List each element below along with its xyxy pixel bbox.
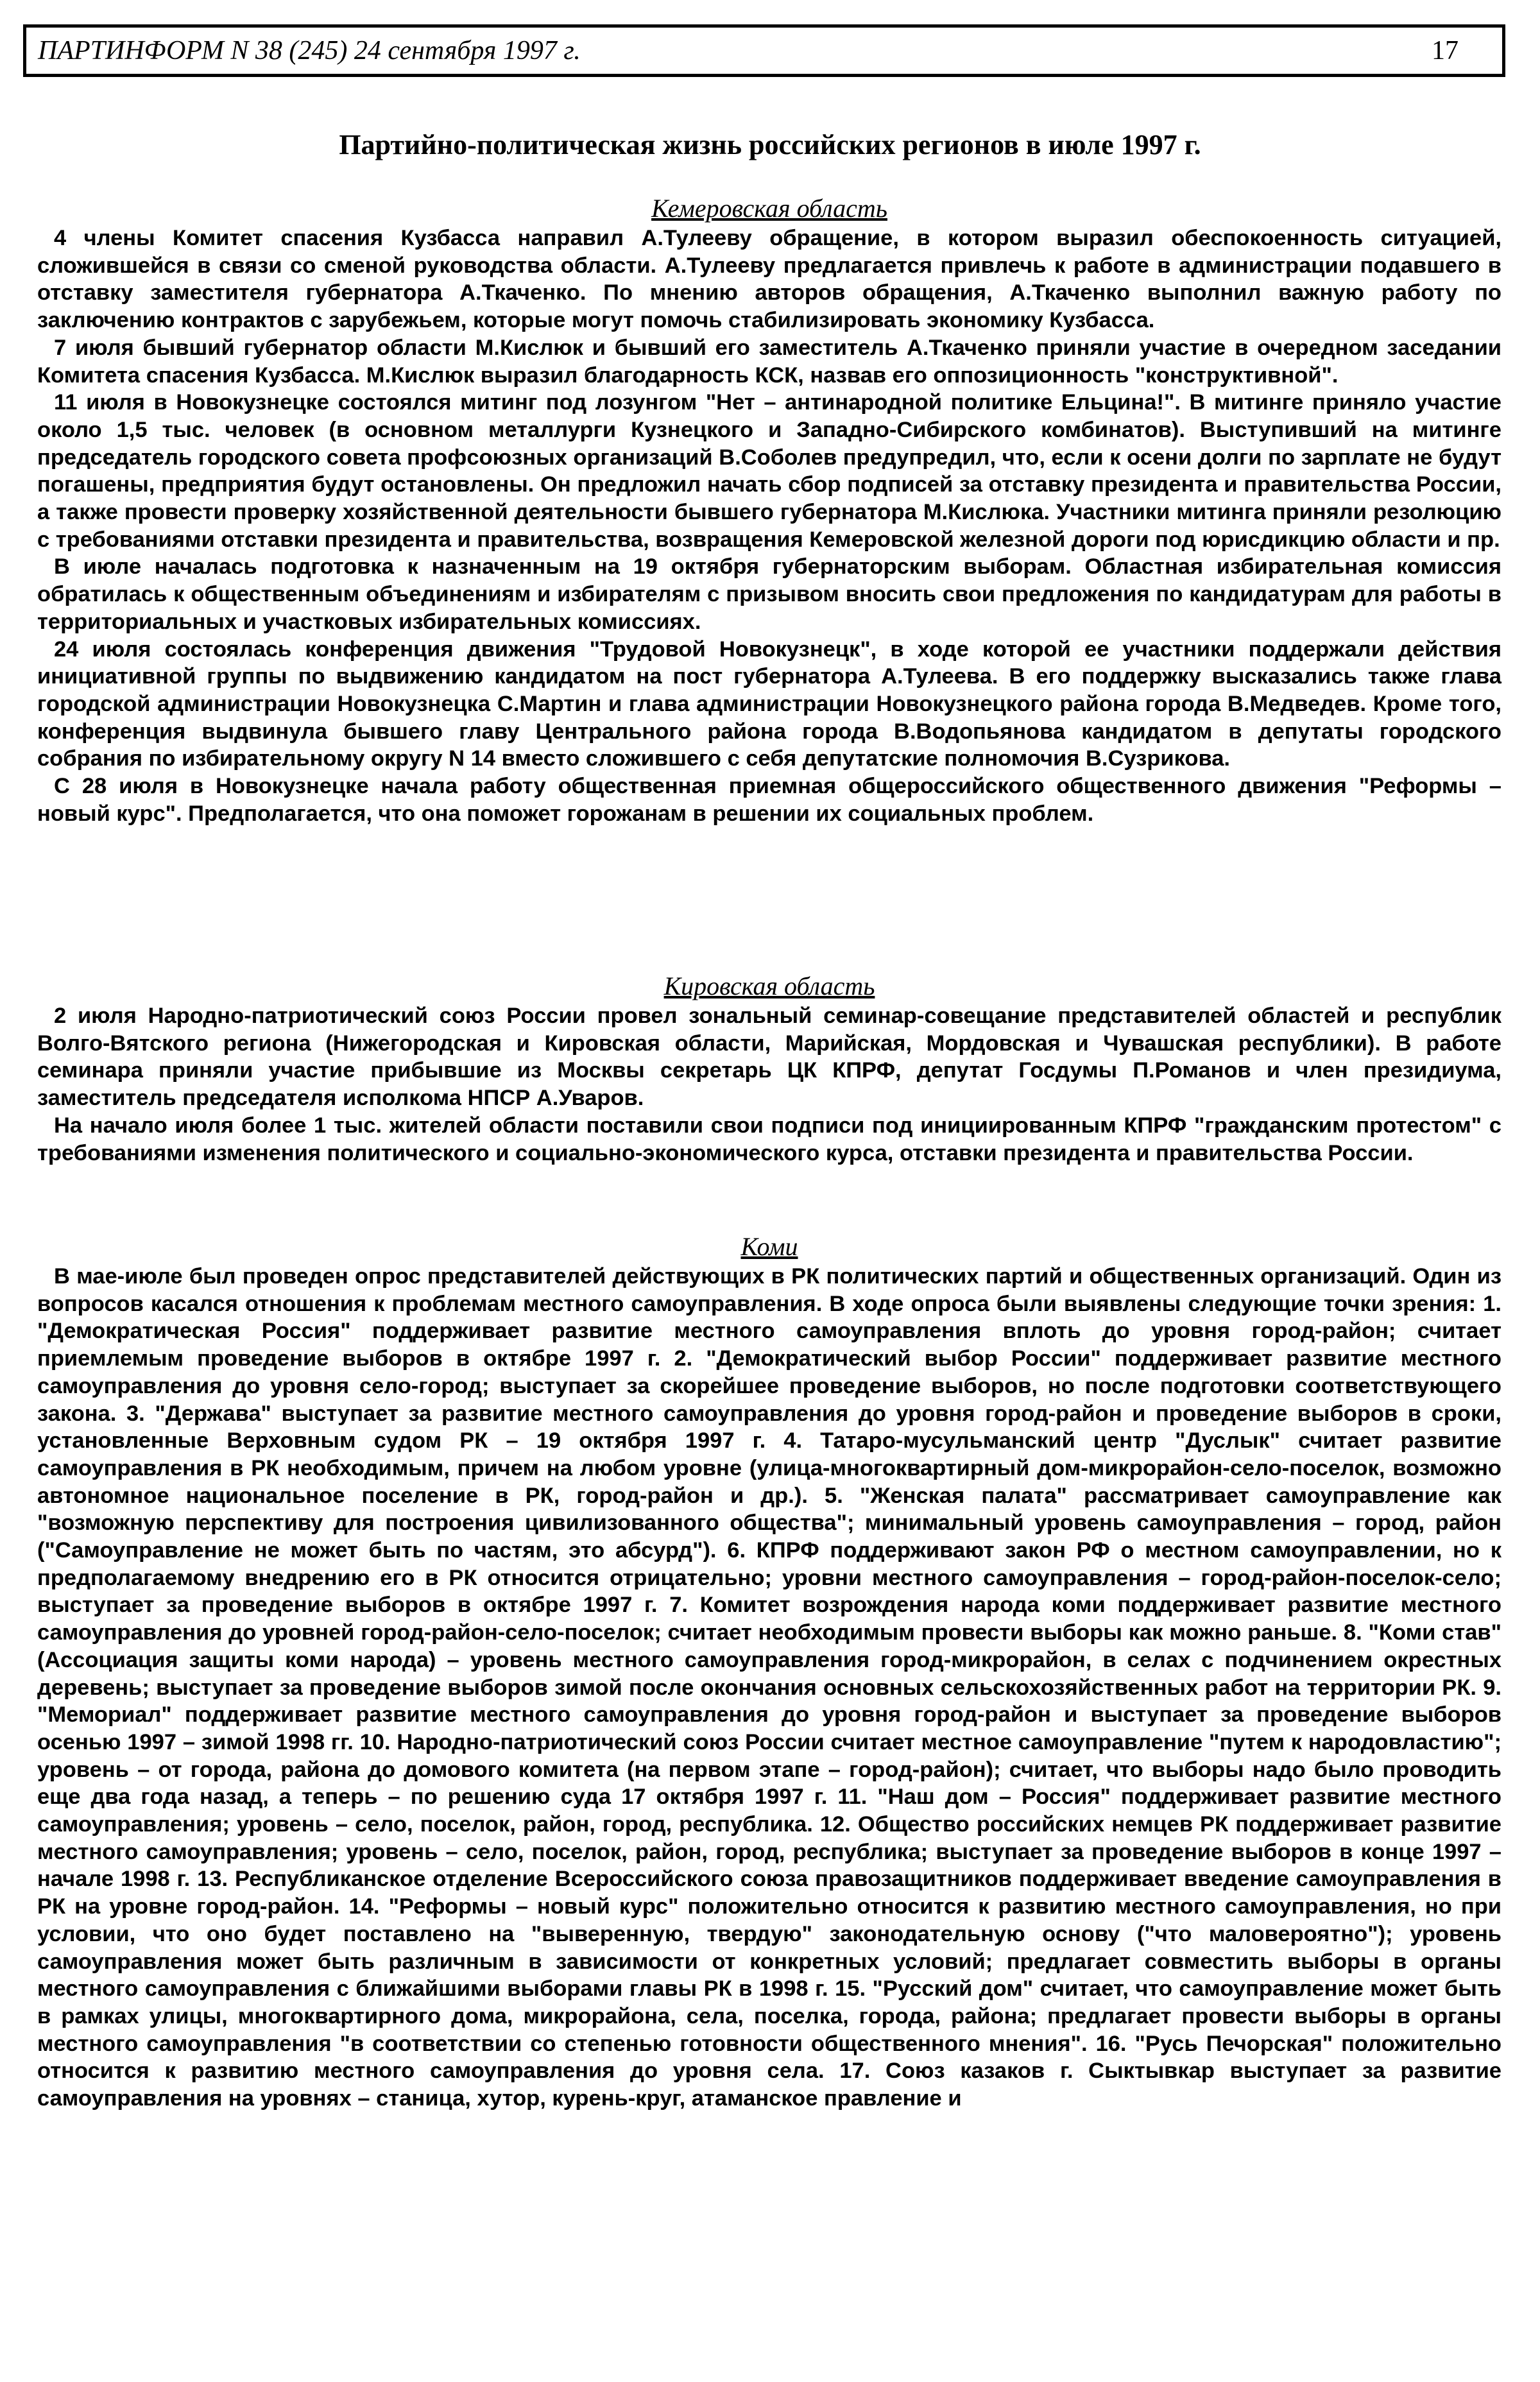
section-kirov [37,970,1502,1167]
page-header [23,24,1505,77]
paragraph: С 28 июля в Новокузнецке начала работу общественная приемная общероссийского общественного движения "Реформы – новый курс". Предполагается, что она поможет горожанам в решении их социальных проблем. [37,774,1502,826]
paragraph: В июле началась подготовка к назначенным на 19 октября губернаторским выборам. Областная избирательная комиссия обратилась к общественным объединениям и избирателям с призывом вносить свои предложения по кандидатурам для работы в территориальных и участковых избирательных комиссиях. [37,554,1502,634]
paragraph: 24 июля состоялась конференция движения "Трудовой Новокузнецк", в ходе которой ее участники поддержали действия инициативной группы по выдвижению кандидатом на пост губернатора А.Тулеева. В его поддержку высказались также глава городской администрации Новокузнецка С.Мартин и глава администрации Новокузнецкого района города В.Медведев. Кроме того, конференция выдвинула бывшего главу Центрального района города В.Водопьянова кандидатом в депутаты городского собрания по избирательному округу N 14 вместо сложившего с себя депутатские полномочия В.Сузрикова. [37,637,1502,771]
section-heading: Кировская область [663,972,875,1000]
section-heading: Коми [740,1232,798,1261]
paragraph: 11 июля в Новокузнецке состоялся митинг под лозунгом "Нет – антинародной политике Ельцина!". В митинге приняло участие около 1,5 тыс. человек (в основном металлурги Кузнецкого и Западно-Сибирского комбинатов). Выступивший на митинге председатель городского совета профсоюзных организаций В.Соболев предупредил, что, если к осени долги по зарплате не будут погашены, предприятия будут остановлены. Он предложил начать сбор подписей за отставку президента и правительства России, а также провести проверку хозяйственной деятельности бывшего губернатора М.Кислюка. Участники митинга приняли резолюцию с требованиями отставки президента и правительства, возвращения Кемеровской железной дороги под юрисдикцию области и пр. [37,390,1502,552]
paragraph: 7 июля бывший губернатор области М.Кислюк и бывший его заместитель А.Ткаченко приняли участие в очередном заседании Комитета спасения Кузбасса. М.Кислюк выразил благодарность КСК, назвав его оппозиционность "конструктивной". [37,335,1502,388]
section-heading: Кемеровская область [651,194,887,223]
paragraph: 2 июля Народно-патриотический союз России провел зональный семинар-совещание представителей областей и республик Волго-Вятского региона (Нижегородская и Кировская области, Марийская, Мордовская и Чувашская республики). В работе семинара приняли участие прибывшие из Москвы секретарь ЦК КПРФ, депутат Госдумы П.Романов и член президиума, заместитель председателя исполкома НПСР А.Уваров. [37,1004,1502,1111]
section-komi [37,1231,1502,2112]
publication-info: ПАРТИНФОРМ N 38 (245) 24 сентября 1997 г. [38,36,581,65]
paragraph: 4 члены Комитет спасения Кузбасса направил А.Тулееву обращение, в котором выразил обеспокоенность ситуацией, сложившейся в связи со сменой руководства области. А.Тулееву предлагается привлечь к работе в администрации подавшего в отставку заместителя губернатора А.Ткаченко. По мнению авторов обращения, А.Ткаченко выполнил важную работу по заключению контрактов с зарубежьем, которые могут помочь стабилизировать экономику Кузбасса. [37,226,1502,333]
page-title: Партийно-политическая жизнь российских регионов в июле 1997 г. [339,129,1201,160]
section-kemerovo [37,193,1502,827]
paragraph: В мае-июле был проведен опрос представителей действующих в РК политических партий и общественных организаций. Один из вопросов касался отношения к проблемам местного самоуправления. В ходе опроса были выявлены следующие точки зрения: 1. "Демократическая Россия" поддерживает развитие местного самоуправления вплоть до уровня город-район; считает приемлемым проведение выборов в октябре 1997 г. 2. "Демократический выбор России" поддерживает развитие местного самоуправления до уровня село-город; выступает за скорейшее проведение выборов, но после подготовки соответствующего закона. 3. "Держава" выступает за развитие местного самоуправления до уровня город-район и проведение выборов в сроки, установленные Верховным судом РК – 19 октября 1997 г. 4. Татаро-мусульманский центр "Дуслык" считает развитие самоуправления в РК необходимым, причем на любом уровне (улица-многоквартирный дом-микрорайон-село-поселок, возможно автономное национальное поселение в РК, город-район и др.). 5. "Женская палата" рассматривает самоуправление как "возможную перспективу для построения цивилизованного общества"; минимальный уровень самоуправления – город, район ("Самоуправление не может быть по частям, это абсурд"). 6. КПРФ поддерживают закон РФ о местном самоуправлении, но к предполагаемому внедрению его в РК относится отрицательно; уровни местного самоуправления – город-район-поселок-село; выступает за проведение выборов в октябре 1997 г. 7. Комитет возрождения народа коми поддерживает развитие местного самоуправления до уровней город-район-село-поселок; считает необходимым провести выборы как можно раньше. 8. "Коми став" (Ассоциация защиты коми народа) – уровень местного самоуправления город-микрорайон, в селах с подчинением окрестных деревень; выступает за проведение выборов зимой после окончания основных сельскохозяйственных работ на территории РК. 9. "Мемориал" поддерживает развитие местного самоуправления до уровня город-район и выступает за проведение выборов осенью 1997 – зимой 1998 гг. 10. Народно-патриотический союз России считает местное самоуправление "путем к народовластию"; уровень – от города, района до домового комитета (на первом этапе – город-район); считает, что выборы надо было проводить еще два года назад, а теперь – по решению суда 17 октября 1997 г. 11. "Наш дом – Россия" поддерживает развитие местного самоуправления; уровень – село, поселок, район, город, республика. 12. Общество российских немцев РК поддерживает развитие местного самоуправления; уровень – село, поселок, район, город, республика; выступает за проведение выборов в конце 1997 – начале 1998 г. 13. Республиканское отделение Всероссийского союза правозащитников поддерживает введение самоуправления в РК на уровне город-район. 14. "Реформы – новый курс" положительно относится к развитию местного самоуправления, но при условии, что оно будет поставлено на "выверенную, твердую" законодательную основу ("что маловероятно"); уровень самоуправления может быть различным в зависимости от конкретных условий; предлагает совместить выборы в органы местного самоуправления с ближайшими выборами главы РК в 1998 г. 15. "Русский дом" считает, что самоуправление может быть в рамках улицы, многоквартирного дома, микрорайона, села, поселка, города, района; предлагает провести выборы в органы местного самоуправления "в соответствии со степенью готовности общественного мнения". 16. "Русь Печорская" положительно относится к развитию местного самоуправления до уровня села. 17. Союз казаков г. Сыктывкар выступает за развитие самоуправления на уровнях – станица, хутор, курень-круг, атаманское правление и [37,1264,1502,2111]
page-number: 17 [1432,36,1459,65]
paragraph: На начало июля более 1 тыс. жителей области поставили свои подписи под инициированным КПРФ "гражданским протестом" с требованиями изменения политического и социально-экономического курса, отставки президента и правительства России. [37,1113,1502,1165]
